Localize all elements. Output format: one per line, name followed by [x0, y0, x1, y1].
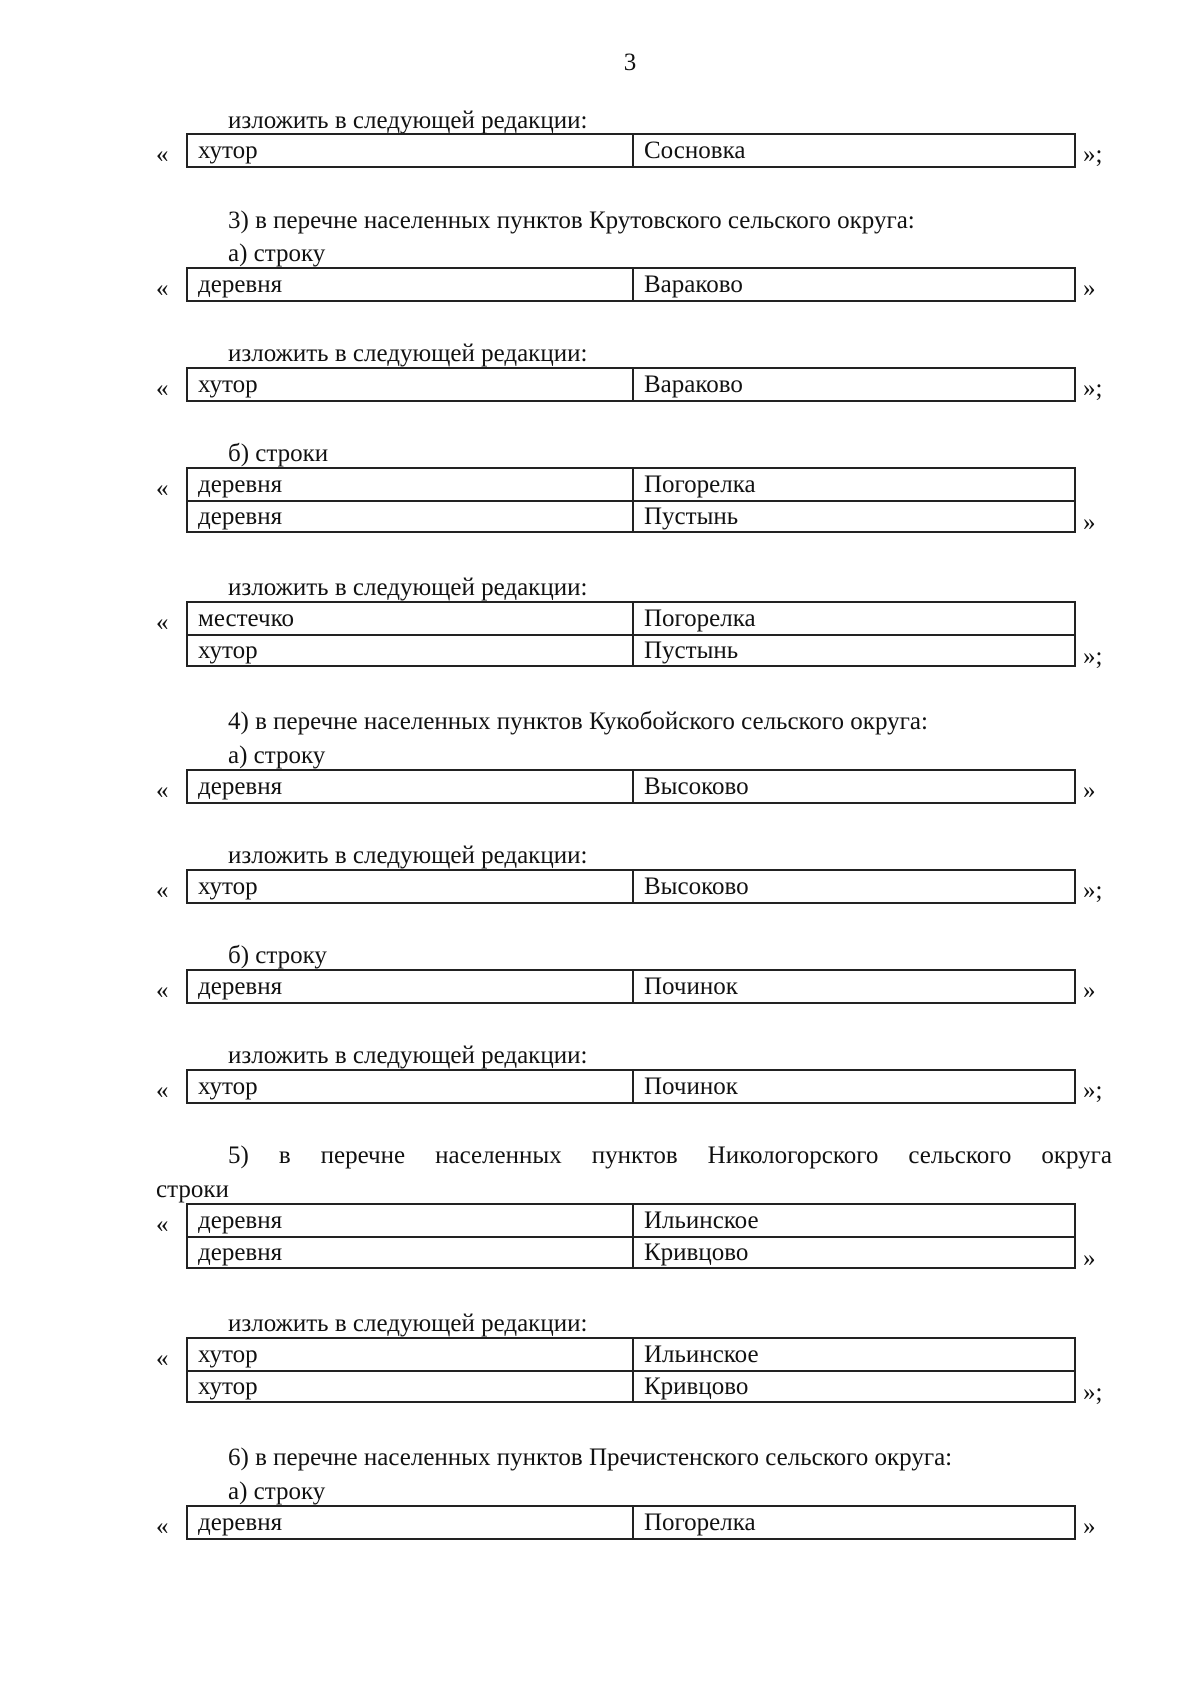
quote-open: «	[156, 877, 169, 904]
settlement-name: Высоково	[644, 772, 749, 800]
settlement-name: Погорелка	[644, 470, 756, 498]
settlement-type: местечко	[188, 603, 634, 634]
settlement-name: Погорелка	[644, 604, 756, 632]
settlement-name: Пустынь	[644, 636, 739, 664]
table-row	[188, 269, 1074, 300]
quote-close: »;	[1083, 1077, 1103, 1104]
quote-open: «	[156, 1345, 169, 1372]
heading-word: сельского	[908, 1142, 1012, 1169]
settlement-table	[186, 601, 1076, 667]
settlement-name: Вараково	[644, 270, 743, 298]
settlement-name: Вараково	[644, 370, 743, 398]
settlement-type: деревня	[188, 1507, 634, 1538]
quote-close: »	[1083, 777, 1096, 804]
settlement-name: Починок	[644, 972, 738, 1000]
settlement-table	[186, 267, 1076, 302]
block-intro: изложить в следующей редакции:	[228, 1042, 588, 1069]
settlement-type: деревня	[188, 1238, 634, 1267]
section-heading-continuation: строки	[156, 1176, 229, 1203]
table-row	[188, 1236, 1074, 1267]
table-row	[188, 1507, 1074, 1538]
settlement-name: Ильинское	[644, 1340, 759, 1368]
settlement-name: Высоково	[644, 872, 749, 900]
settlement-type: деревня	[188, 469, 634, 500]
block-intro: изложить в следующей редакции:	[228, 1310, 588, 1337]
heading-word: в	[278, 1142, 291, 1169]
heading-word: пунктов	[591, 1142, 678, 1169]
table-row	[188, 1339, 1074, 1370]
settlement-type: деревня	[188, 971, 634, 1002]
settlement-name: Пустынь	[644, 502, 739, 530]
quote-open: «	[156, 375, 169, 402]
quote-close: »	[1083, 1245, 1096, 1272]
settlement-type: деревня	[188, 771, 634, 802]
settlement-type: деревня	[188, 502, 634, 531]
settlement-table	[186, 1203, 1076, 1269]
settlement-type: хутор	[188, 1071, 634, 1102]
quote-open: «	[156, 1513, 169, 1540]
table-row	[188, 1205, 1074, 1236]
settlement-type: хутор	[188, 1372, 634, 1401]
quote-close: »;	[1083, 643, 1103, 670]
settlement-table	[186, 367, 1076, 402]
quote-close: »;	[1083, 1379, 1103, 1406]
table-row	[188, 1370, 1074, 1401]
block-intro: а) строку	[228, 742, 326, 769]
heading-word: округа	[1041, 1142, 1112, 1169]
table-row	[188, 634, 1074, 665]
quote-close: »	[1083, 509, 1096, 536]
table-row	[188, 469, 1074, 500]
settlement-type: хутор	[188, 1339, 634, 1370]
table-row	[188, 603, 1074, 634]
settlement-type: деревня	[188, 1205, 634, 1236]
settlement-table	[186, 1069, 1076, 1104]
settlement-table	[186, 1337, 1076, 1403]
quote-open: «	[156, 777, 169, 804]
block-intro: б) строки	[228, 440, 329, 467]
settlement-name: Кривцово	[644, 1372, 749, 1400]
settlement-name: Ильинское	[644, 1206, 759, 1234]
quote-open: «	[156, 475, 169, 502]
quote-close: »;	[1083, 141, 1103, 168]
page-number: 3	[623, 49, 637, 76]
heading-word: Никологорского	[707, 1142, 879, 1169]
table-row	[188, 771, 1074, 802]
quote-open: «	[156, 275, 169, 302]
quote-close: »	[1083, 977, 1096, 1004]
settlement-table	[186, 869, 1076, 904]
settlement-type: хутор	[188, 369, 634, 400]
table-row	[188, 871, 1074, 902]
table-row	[188, 369, 1074, 400]
block-intro: изложить в следующей редакции:	[228, 842, 588, 869]
heading-word: перечне	[320, 1142, 406, 1169]
section-heading: 4) в перечне населенных пунктов Кукобойского сельского округа:	[228, 708, 928, 735]
quote-open: «	[156, 1077, 169, 1104]
section-heading: 6) в перечне населенных пунктов Пречистенского сельского округа:	[228, 1444, 953, 1471]
quote-close: »	[1083, 275, 1096, 302]
quote-close: »;	[1083, 375, 1103, 402]
quote-open: «	[156, 141, 169, 168]
block-intro: изложить в следующей редакции:	[228, 107, 588, 134]
quote-open: «	[156, 609, 169, 636]
quote-close: »	[1083, 1513, 1096, 1540]
block-intro: а) строку	[228, 1478, 326, 1505]
settlement-name: Погорелка	[644, 1508, 756, 1536]
section-heading: 3) в перечне населенных пунктов Крутовского сельского округа:	[228, 207, 915, 234]
quote-open: «	[156, 1211, 169, 1238]
block-intro: изложить в следующей редакции:	[228, 574, 588, 601]
settlement-table	[186, 769, 1076, 804]
settlement-name: Сосновка	[644, 136, 746, 164]
quote-open: «	[156, 977, 169, 1004]
heading-word: населенных	[435, 1142, 562, 1169]
settlement-type: деревня	[188, 269, 634, 300]
settlement-name: Кривцово	[644, 1238, 749, 1266]
block-intro: изложить в следующей редакции:	[228, 340, 588, 367]
heading-word: 5)	[228, 1142, 249, 1169]
quote-close: »;	[1083, 877, 1103, 904]
settlement-table	[186, 133, 1076, 168]
table-row	[188, 135, 1074, 166]
settlement-table	[186, 467, 1076, 533]
settlement-name: Починок	[644, 1072, 738, 1100]
table-row	[188, 1071, 1074, 1102]
table-row	[188, 971, 1074, 1002]
block-intro: б) строку	[228, 942, 327, 969]
settlement-type: хутор	[188, 135, 634, 166]
section-heading	[228, 1143, 1112, 1171]
settlement-table	[186, 1505, 1076, 1540]
settlement-type: хутор	[188, 871, 634, 902]
settlement-type: хутор	[188, 636, 634, 665]
settlement-table	[186, 969, 1076, 1004]
block-intro: а) строку	[228, 240, 326, 267]
table-row	[188, 500, 1074, 531]
